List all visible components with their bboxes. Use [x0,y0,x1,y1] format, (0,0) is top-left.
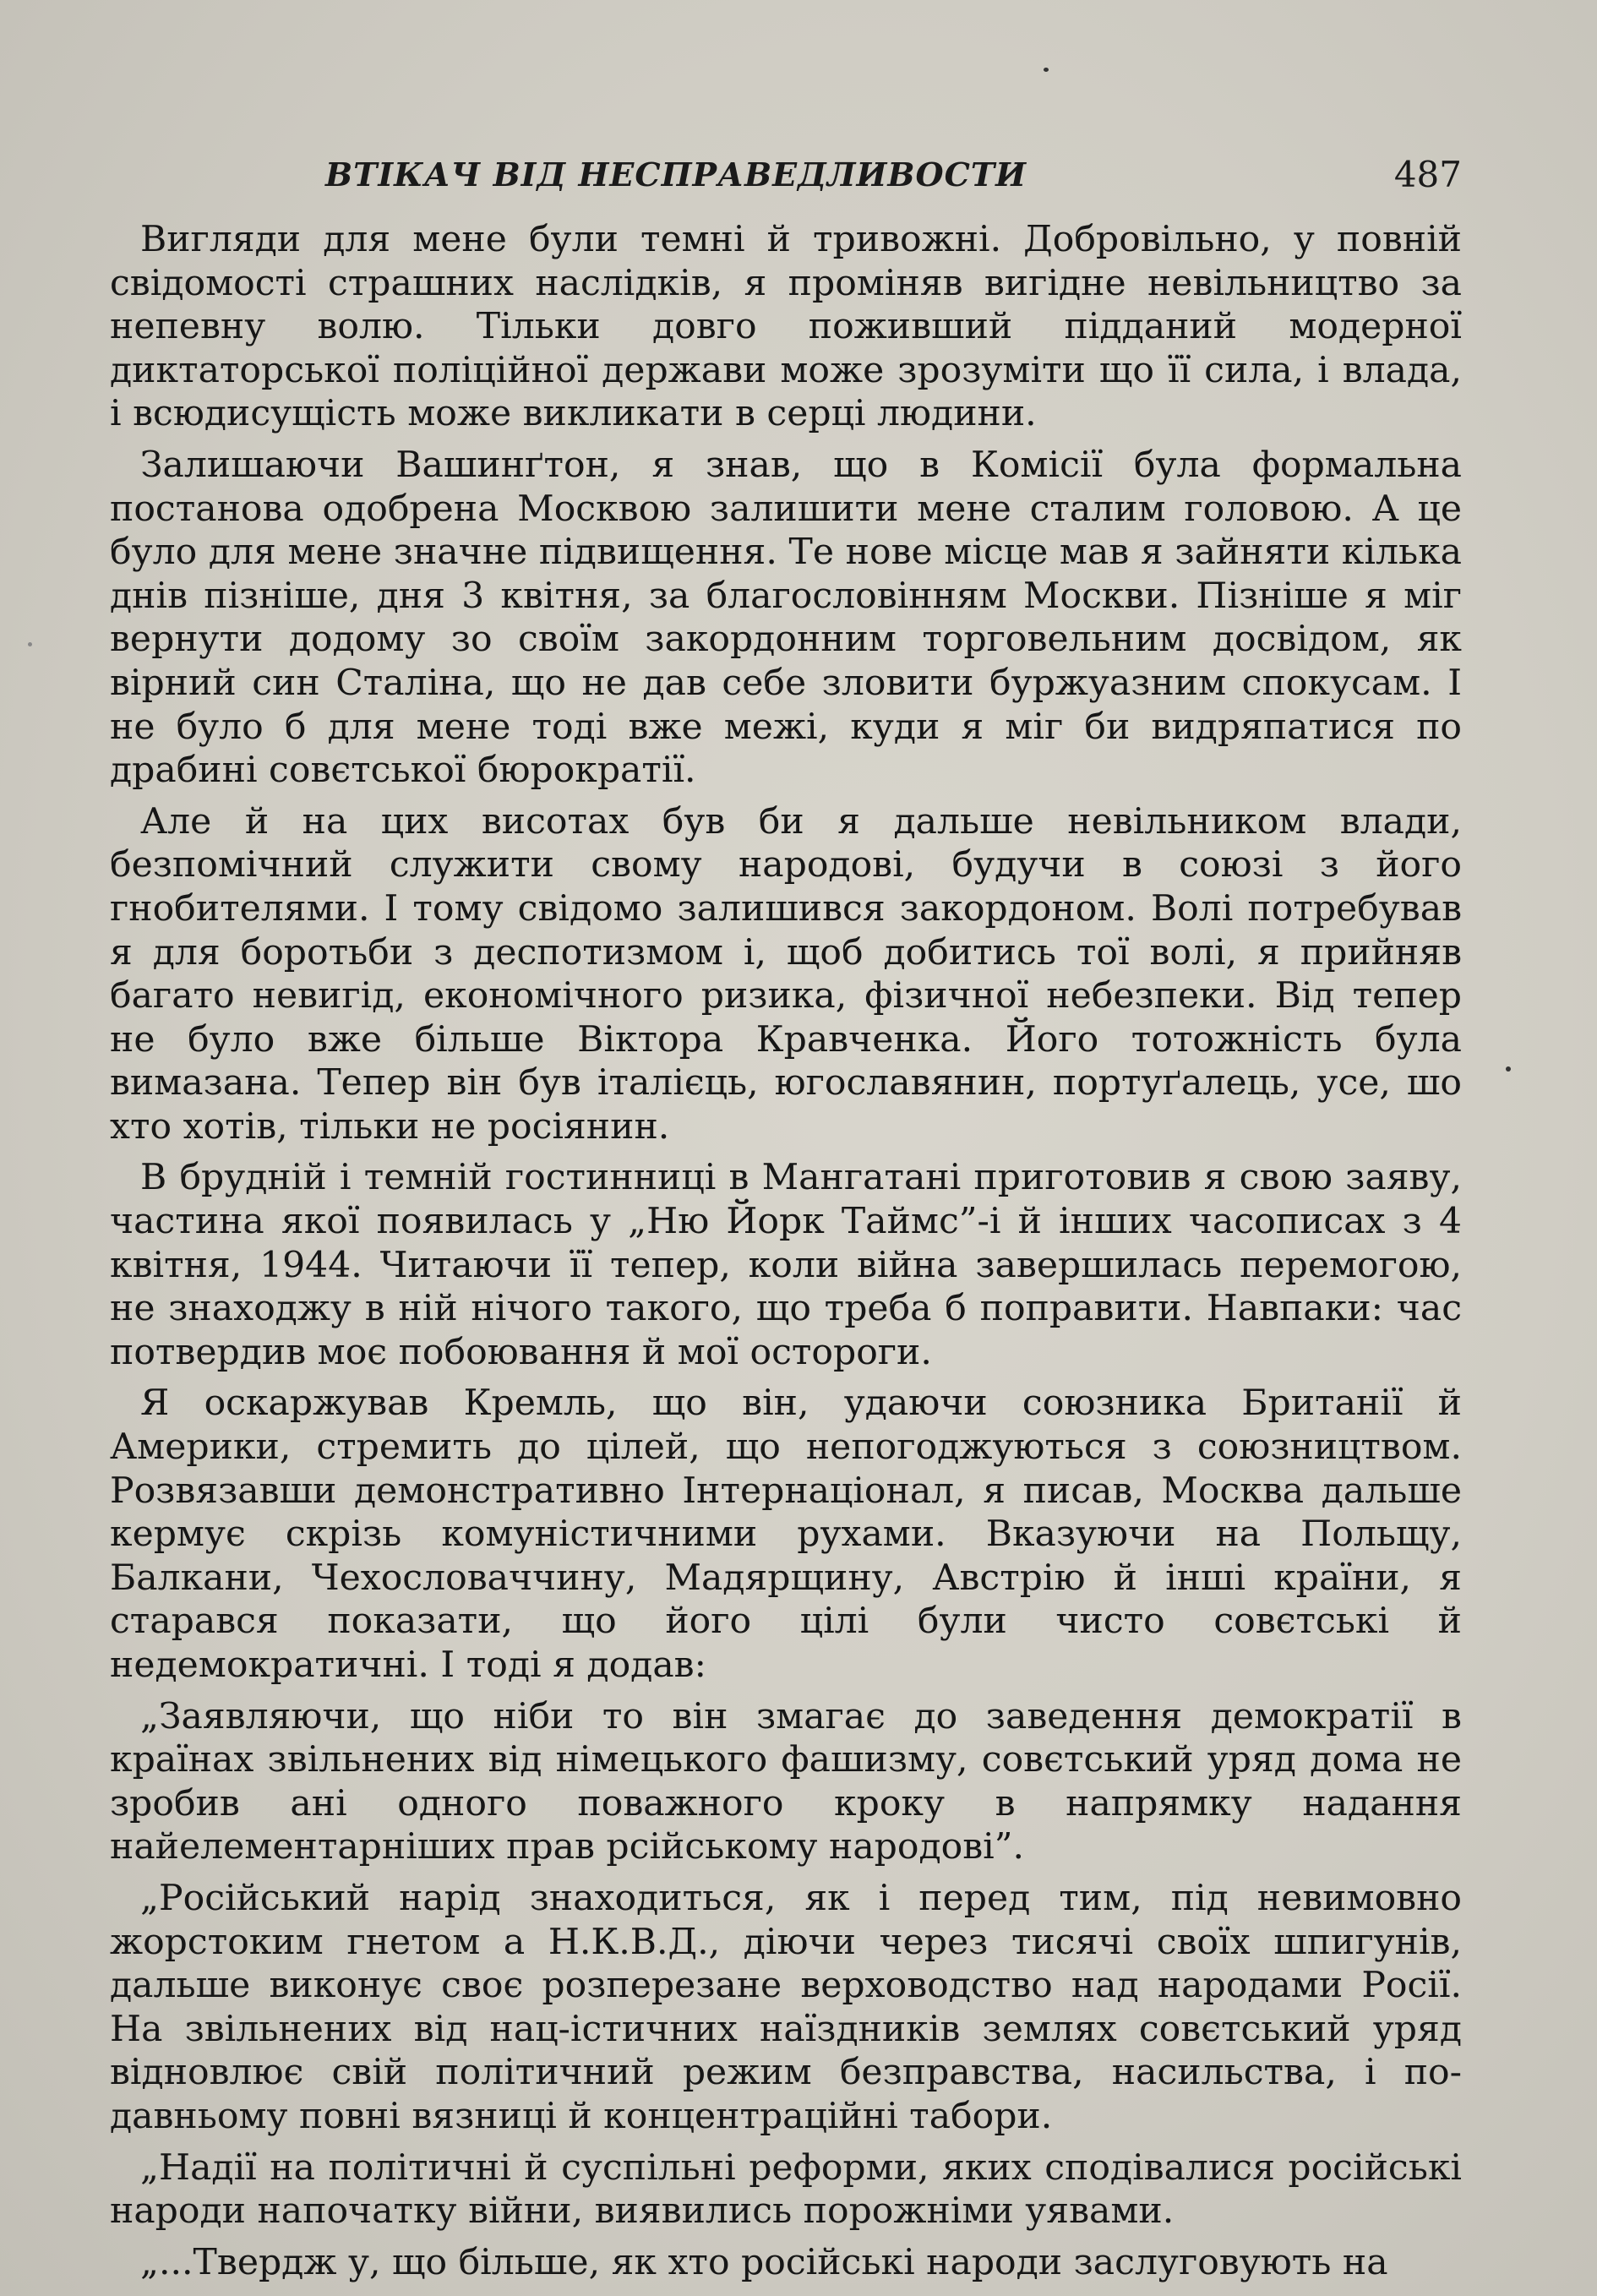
paper-speck [1044,68,1049,72]
paragraph: „Російський нарід знаходиться, як і перед тим, під невимовно жорстоким гнетом а Н.К.В.Д., діючи через тисячі своїх шпигунів, дальше виконує своє розперезане верховодство над народами Росії. На звільнених від нац-істичних наїздників землях совєтський уряд відновлює свій політичний режим безправства, насильства, і по-давньому повні вязниці й концентраційні табори. [110,1877,1462,2137]
paragraph: „Заявляючи, що ніби то він змагає до заведення демократії в країнах звільнених від німецького фашизму, совєтський уряд дома не зробив ані одного поважного кроку в напрямку надання найелементарніших прав рсійському народові”. [110,1695,1462,1868]
paper-speck [1506,1066,1511,1072]
paragraph: „...Твердж у, що більше, як хто російські народи заслуговують на [140,2241,1388,2283]
page-number: 487 [1393,154,1462,195]
running-head [110,150,1462,201]
paragraph: В брудній і темній гостинниці в Мангатані приготовив я свою заяву, частина якої появилась у „Ню Йорк Таймс”-і й інших часописах з 4 квітня, 1944. Читаючи її тепер, коли війна завершилась перемогою, не знаходжу в ній нічого такого, що треба б поправити. Навпаки: час потвердив моє побоювання й мої остороги. [110,1157,1462,1373]
paper-speck [28,642,32,646]
running-title: ВТІКАЧ ВІД НЕСПРАВЕДЛИВОСТИ [324,155,1027,194]
paragraph: Вигляди для мене були темні й тривожні. Добровільно, у повній свідомості страшних наслідків, я проміняв вигідне невільництво за непевну волю. Тільки довго поживший підданий модерної диктаторської поліційної держави може зрозуміти що її сила, і влада, і всюдисущість може викликати в серці людини. [110,219,1462,435]
paragraph: Але й на цих висотах був би я дальше невільником влади, безпомічний служити свому народові, будучи в союзі з його гнобителями. І тому свідомо залишився закордоном. Волі потребував я для боротьби з деспотизмом і, щоб добитись тої волі, я прийняв багато невигід, економічного ризика, фізичної небезпеки. Від тепер не було вже більше Віктора Кравченка. Його тотожність була вимазана. Тепер він був італієць, югославянин, портуґалець, усе, шо хто хотів, тільки не росіянин. [110,800,1462,1148]
paragraph: Я оскаржував Кремль, що він, удаючи союзника Британії й Америки, стремить до цілей, що непогоджуються з союзництвом. Розвязавши демонстративно Інтернаціонал, я писав, Москва дальше кермує скрізь комуністичними рухами. Вказуючи на Польщу, Балкани, Чехословаччину, Мадярщину, Австрію й інші країни, я старався показати, що його цілі були чисто совєтські й недемократичні. І тоді я додав: [110,1383,1462,1686]
body-text [110,218,1462,2292]
paragraph: Залишаючи Вашинґтон, я знав, що в Комісії була формальна постанова одобрена Москвою залишити мене сталим головою. А це було для мене значне підвищення. Те нове місце мав я зайняти кілька днів пізніше, дня 3 квітня, за благословінням Москви. Пізніше я міг вернути додому зо своїм закордонним торговельним досвідом, як вірний син Сталіна, що не дав себе зловити буржуазним спокусам. І не було б для мене тоді вже межі, куди я міг би видряпатися по драбині совєтської бюрократії. [110,444,1462,792]
paragraph: „Надії на політичні й суспільні реформи, яких сподівалися російські народи напочатку війни, виявились порожніми уявами. [110,2146,1462,2233]
